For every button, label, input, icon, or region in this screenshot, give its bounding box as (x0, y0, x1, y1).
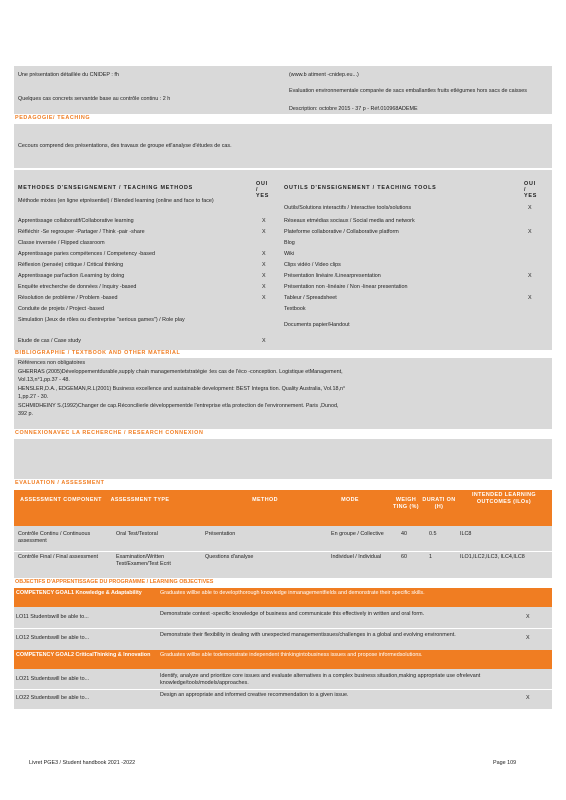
goal1-text: Graduates willbe able to developthorough knowledge inmanagementfields and demonstrate their specific skills. (160, 590, 425, 596)
bibliography-line: SCHMIDHEINY S.(1992)Changer de cap.Réconcilierle développementde l'entreprise etla protection de l'environnement. Paris ,Dunod, (18, 402, 339, 409)
tool-item: Blog (284, 240, 295, 246)
lo-id: LO21 Studentswill be able to... (16, 676, 90, 682)
method-yes-mark: X (262, 251, 266, 257)
tool-yes-mark: X (528, 273, 532, 279)
method-item: Apprentissage collaboratif/Collaborative learning (18, 218, 134, 224)
lo-text: Identify, analyze and prioritize core issues and evaluate alternatives in a complex business situation,making appropriate use ofrelevant knowledge/tools/models/approaches. (160, 673, 481, 686)
lo-id: LO22 Studentswill be able to... (16, 695, 90, 701)
method-item: Méthode mixtes (en ligne etprésentiel) / Blended learning (online and face to face) (18, 198, 214, 204)
evaluation-header-cell: DURATI ON (H) (422, 497, 456, 510)
lo-id: LO11 Studentswill be able to... (16, 614, 89, 620)
bibliography-line: Vol.13,n°1,pp.37 - 48. (18, 377, 70, 383)
evaluation-cell: Présentation (205, 531, 236, 537)
lo-mark: X (526, 695, 530, 701)
tool-item: Documents papier/Handout (284, 322, 350, 328)
evaluation-header-cell: MODE (341, 497, 359, 503)
footer-left: Livret PGE3 / Student handbook 2021 -2022 (29, 760, 136, 766)
goal2-text: Graduates willbe able todemonstrate independent thinkingintobusiness issues and propose informedsolutions. (160, 652, 423, 658)
tool-item: Textbook (284, 306, 306, 312)
evaluation-cell: En groupe / Collective (331, 531, 384, 537)
lo-id: LO12 Studentswill be able to... (16, 635, 90, 641)
goal2-label: COMPETENCY GOAL2 CriticalThinking & Innovation (16, 652, 151, 658)
research-title: CONNEXIONAVEC LA RECHERCHE / RESEARCH CONNEXION (15, 430, 204, 436)
tool-item: Présentation linéaire /Linearpresentation (284, 273, 381, 279)
footer-right: Page 109 (493, 760, 517, 766)
tool-item: Clips vidéo / Video clips (284, 262, 341, 268)
tool-item: Outils/Solutions interactifs / Interactive tools/solutions (284, 205, 412, 211)
evaluation-cell: 40 (401, 531, 407, 537)
tool-yes-mark: X (528, 205, 532, 211)
bibliography-line: 1,pp.27 - 30. (18, 394, 49, 400)
evaluation-cell: ILC8 (460, 531, 472, 537)
method-item: Apprentissage paries compétences / Competency -based (18, 251, 155, 257)
pedagogy-title: PEDAGOGIE/ TEACHING (15, 115, 91, 121)
evaluation-header-cell: ASSESSMENT COMPONENT (20, 497, 102, 503)
method-item: Apprentissage parl'action /Learning by doing (18, 273, 125, 279)
bibliography-line: 392 p. (18, 411, 33, 417)
evaluation-cell: Oral Test/Testoral (116, 531, 158, 537)
intro-right-1: (www.b atiment -cnidep.eu...) (289, 72, 359, 78)
evaluation-row-divider (14, 551, 552, 552)
tool-item: Réseaux etmédias sociaux / Social media and network (284, 218, 415, 224)
method-item: Réfléchir -Se regrouper -Partager / Think -pair -share (18, 229, 145, 235)
evaluation-cell: Questions d'analyse (205, 554, 254, 560)
evaluation-cell: Examination/Written Test/Examen/Test Ecrit (116, 554, 171, 567)
intro-left-2: Quelques cas concrets servantde base au contrôle continu : 2 h (18, 96, 171, 102)
intro-right-3: Description: octobre 2015 - 37 p - Réf.010968ADEME (289, 106, 418, 112)
method-item: Etude de cas / Case study (18, 338, 81, 344)
method-item: Réflexion (pensée) critique / Critical thinking (18, 262, 124, 268)
evaluation-cell: Contrôle Continu / Continuous assessment (18, 531, 91, 544)
lo-mark: X (526, 614, 530, 620)
bibliography-line: HENSLER,D.A., EDGEMAN,R.L(2001) Business excellence and sustainable development: BEST Integra tion. Quality Australia, Vol.18,n° (18, 385, 346, 392)
methods-header-right: OUTILS D'ENSEIGNEMENT / TEACHING TOOLS (284, 185, 437, 191)
method-item: Enquête etrecherche de données / Inquiry -based (18, 284, 137, 290)
methods-header-yes-right: OUI / YES (524, 181, 538, 199)
evaluation-title: EVALUATION / ASSESSMENT (15, 480, 105, 486)
evaluation-cell: 0.5 (429, 531, 437, 537)
evaluation-header-cell: WEIGH TING (%) (393, 497, 419, 510)
methods-header-yes-left: OUI / YES (256, 181, 270, 199)
lo-text: Demonstrate their flexibility in dealing with unexpected managementissues/challenges in a global and evolving environment. (160, 632, 456, 638)
method-yes-mark: X (262, 338, 266, 344)
lo2-divider (14, 689, 552, 690)
tool-item: Plateforme collaborative / Collaborative platform (284, 229, 399, 235)
evaluation-header-cell: METHOD (252, 497, 278, 503)
bibliography-title: BIBLIOGRAPHIE / TEXTBOOK AND OTHER MATERIAL (15, 350, 181, 356)
tool-item: Wiki (284, 251, 295, 257)
evaluation-cell: ILO1,ILC2,ILC3, ILC4,ILC8 (460, 554, 525, 560)
tool-item: Présentation non -linéaire / Non -linear presentation (284, 284, 408, 290)
method-yes-mark: X (262, 284, 266, 290)
tool-yes-mark: X (528, 295, 532, 301)
intro-left-1: Une présentation détaillée du CNIDEP : fh (18, 72, 119, 78)
method-yes-mark: X (262, 262, 266, 268)
evaluation-cell: 1 (429, 554, 432, 560)
lo-mark: X (526, 635, 530, 641)
evaluation-header-cell: ASSESSMENT TYPE (110, 497, 170, 503)
bibliography-line: GHERRAS (2005)Développementdurable,supply chain managementetstratégie :les cas de l'éco -conception. Logistique etManagement, (18, 368, 343, 375)
method-item: Résolution de problème / Problem -based (18, 295, 118, 301)
method-item: Simulation (Jeux de rôles ou d'entreprise "serious games") / Role play (18, 317, 185, 323)
intro-right-2: Evaluation environnementale comparée de sacs emballantles fruits etlégumes hors sacs de caisses (289, 88, 527, 94)
methods-header-left: METHODES D'ENSEIGNEMENT / TEACHING METHODS (18, 185, 194, 191)
tool-item: Tableur / Spreadsheet (284, 295, 337, 301)
pedagogy-text: Cecours comprend des présentations, des travaux de groupe etl'analyse d'études de cas. (18, 143, 232, 149)
evaluation-cell: Contrôle Final / Final assessment (18, 554, 98, 560)
objectives-title: OBJECTIFS D'APPRENTISSAGE DU PROGRAMME / LEARNING OBJECTIVES (15, 579, 214, 585)
method-item: Classe inversée / Flipped classroom (18, 240, 105, 246)
evaluation-cell: Individuel / Individual (331, 554, 382, 560)
bibliography-line: Références non obligatoires (18, 360, 86, 366)
evaluation-cell: 60 (401, 554, 407, 560)
evaluation-header-cell: INTENDED LEARNING OUTCOMES (ILOs) (471, 492, 536, 505)
lo-text: Demonstrate context -specific knowledge of business and communicate this effectively in written and oral form. (160, 611, 425, 617)
tool-yes-mark: X (528, 229, 532, 235)
method-yes-mark: X (262, 229, 266, 235)
lo-text: Design an appropriate and informed creative recommendation to a given issue. (160, 692, 349, 698)
method-yes-mark: X (262, 295, 266, 301)
research-block (14, 439, 552, 479)
method-yes-mark: X (262, 273, 266, 279)
lo1-divider (14, 628, 552, 629)
goal1-label: COMPETENCY GOAL1 Knowledge & Adaptability (16, 590, 142, 596)
method-item: Conduite de projets / Project -based (18, 306, 105, 312)
method-yes-mark: X (262, 218, 266, 224)
